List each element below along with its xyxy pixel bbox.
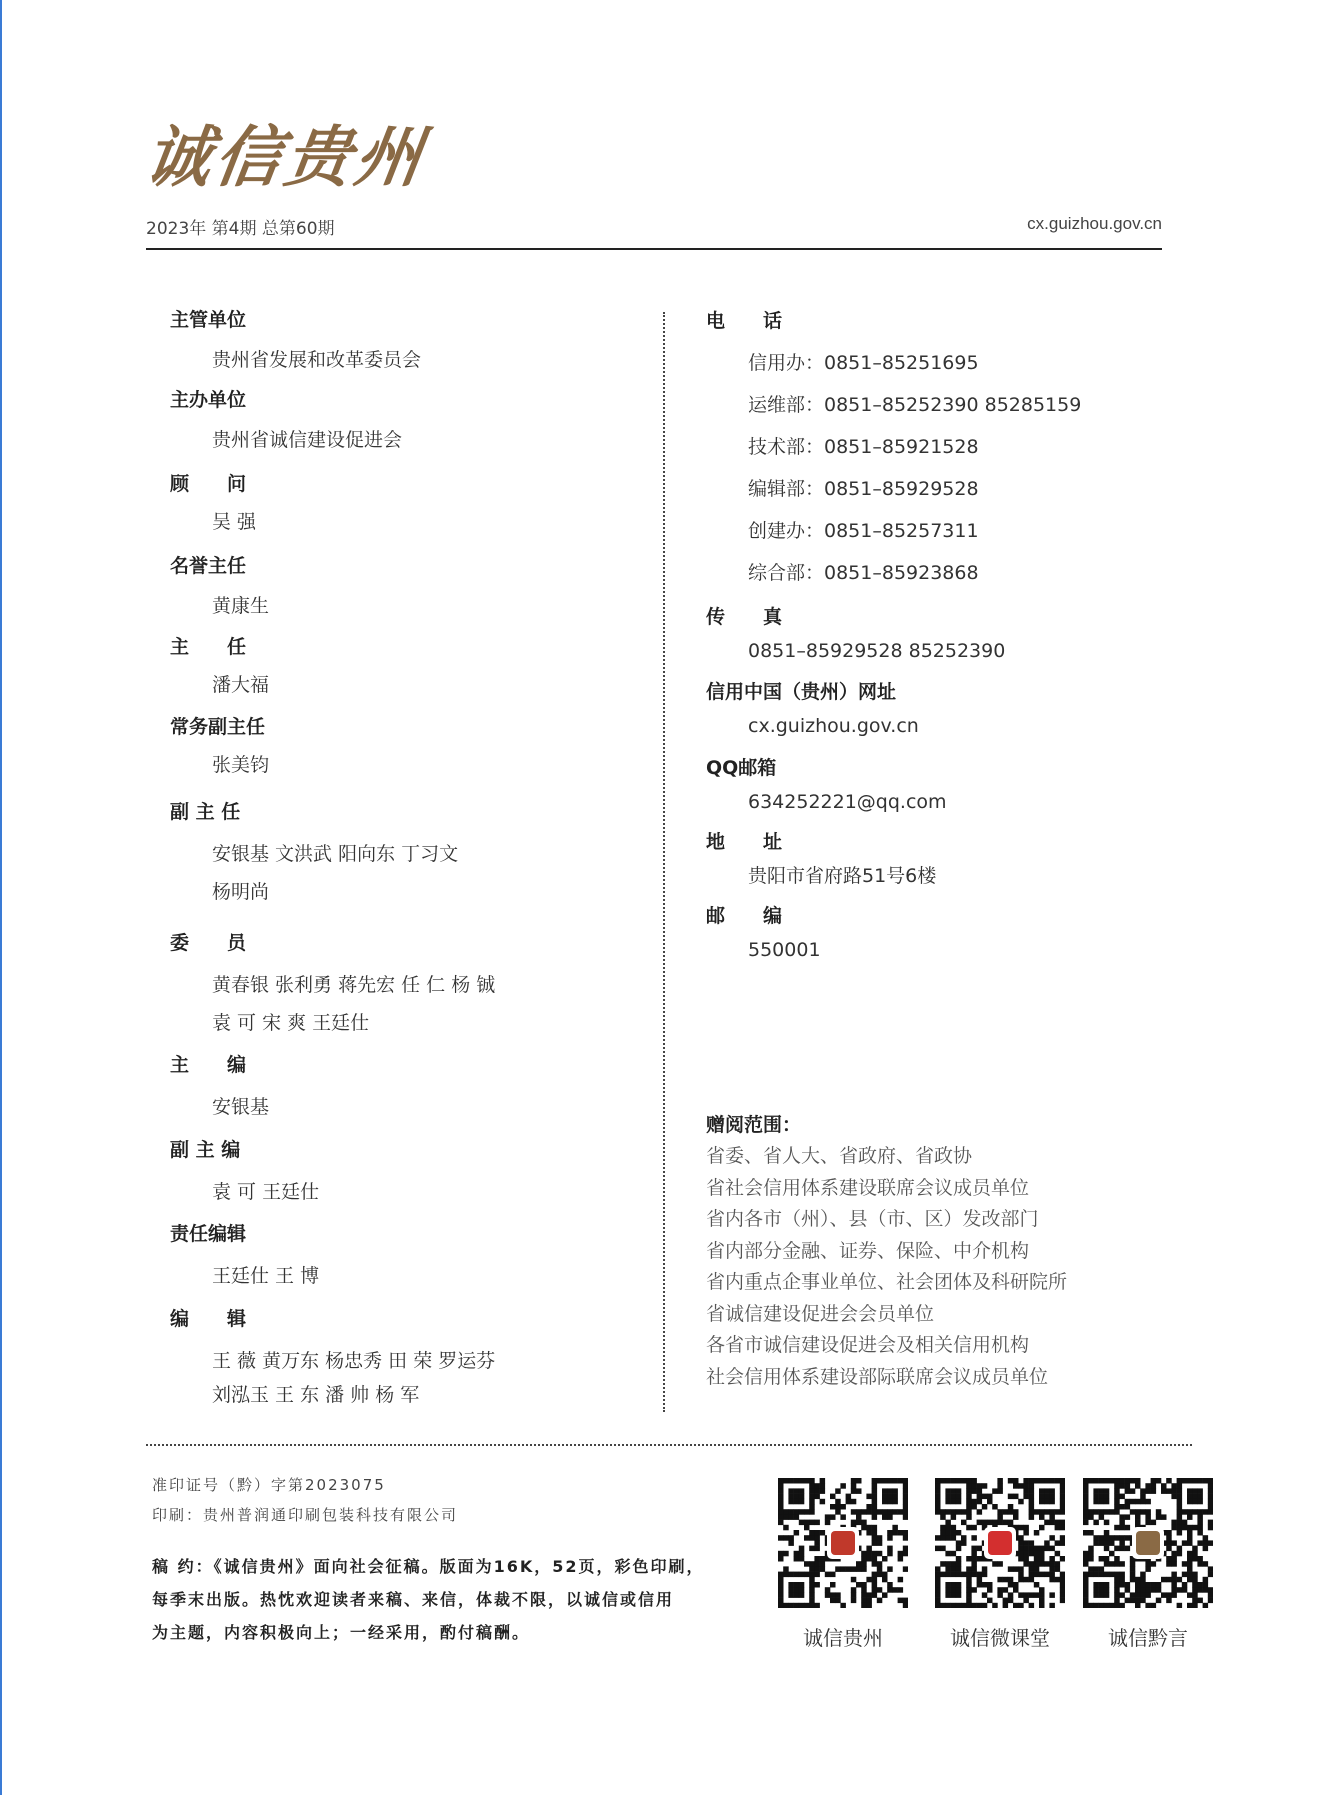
print-permit: 准印证号（黔）字第2023075	[152, 1476, 386, 1494]
qr-caption: 诚信微课堂	[950, 1626, 1050, 1650]
column-divider	[663, 312, 665, 1412]
distribution-item: 各省市诚信建设促进会及相关信用机构	[706, 1334, 1030, 1356]
qr-weiketang[interactable]	[935, 1478, 1065, 1651]
issue-info: 2023年 第4期 总第60期	[146, 219, 335, 239]
section-label: 编 辑	[170, 1308, 247, 1330]
distribution-list	[706, 1110, 1166, 1393]
section-label: 常务副主任	[170, 716, 266, 738]
section-value: 吴 强	[212, 511, 257, 533]
phone-line: 综合部：0851–85923868	[748, 562, 979, 584]
section-chief-editor	[170, 1052, 269, 1120]
section-label: 责任编辑	[170, 1223, 247, 1245]
section-sponsor	[170, 387, 402, 453]
section-value: 袁 可 王廷仕	[212, 1181, 320, 1203]
qr-qianyan[interactable]	[1083, 1478, 1213, 1651]
section-director	[170, 634, 269, 698]
section-label: 委 员	[170, 932, 247, 954]
section-label: 传 真	[706, 606, 783, 628]
phone-line: 编辑部：0851–85929528	[748, 478, 979, 500]
notice-line: 稿 约：《诚信贵州》面向社会征稿。版面为16K，52页，彩色印刷，	[152, 1557, 705, 1576]
section-label: 顾 问	[170, 473, 247, 495]
section-qq-email	[706, 755, 947, 815]
section-members	[170, 930, 495, 1036]
section-value: 王廷仕 王 博	[212, 1265, 320, 1287]
footer-info	[152, 1470, 752, 1649]
section-value: 潘大福	[212, 674, 270, 696]
qr-caption: 诚信贵州	[803, 1626, 883, 1650]
magazine-logo: 诚信贵州	[139, 118, 431, 196]
section-value: 袁 可 宋 爽 王廷仕	[212, 1012, 370, 1034]
section-value: 刘泓玉 王 东 潘 帅 杨 军	[212, 1384, 420, 1406]
section-advisor	[170, 471, 256, 535]
section-value: 安银基	[212, 1096, 270, 1118]
distribution-item: 省诚信建设促进会会员单位	[706, 1302, 935, 1325]
notice-line: 为主题，内容积极向上；一经采用，酌付稿酬。	[152, 1623, 531, 1642]
section-value: 634252221@qq.com	[748, 791, 947, 813]
qr-code-icon	[778, 1478, 908, 1608]
section-website	[706, 679, 919, 739]
section-value: 贵州省诚信建设促进会	[212, 429, 403, 451]
section-label: 主 编	[170, 1054, 247, 1076]
section-phone	[706, 308, 1081, 586]
section-executive-deputy	[170, 714, 269, 778]
section-label: 电 话	[706, 310, 783, 332]
distribution-item: 省委、省人大、省政府、省政协	[706, 1145, 973, 1167]
phone-line: 信用办：0851–85251695	[748, 352, 979, 374]
section-value: 杨明尚	[212, 881, 270, 903]
section-label: 主 任	[170, 636, 247, 658]
section-honorary-director	[170, 553, 269, 619]
section-label: 主管单位	[170, 309, 247, 331]
section-editors	[170, 1306, 495, 1408]
notice-line: 每季末出版。热忱欢迎读者来稿、来信，体裁不限，以诚信或信用	[152, 1590, 675, 1609]
section-value: 550001	[748, 939, 821, 961]
section-deputy-director	[170, 799, 458, 905]
distribution-item: 省社会信用体系建设联席会议成员单位	[706, 1176, 1030, 1199]
section-responsible-editor	[170, 1221, 319, 1289]
distribution-item: 省内重点企事业单位、社会团体及科研院所	[706, 1271, 1068, 1293]
section-value: 黄康生	[212, 595, 270, 617]
section-postcode	[706, 903, 821, 963]
qr-chengxin-guizhou[interactable]	[778, 1478, 908, 1651]
distribution-item: 社会信用体系建设部际联席会议成员单位	[706, 1365, 1049, 1388]
section-value: 0851–85929528 85252390	[748, 640, 1006, 662]
section-label: 名誉主任	[170, 555, 247, 577]
distribution-title: 赠阅范围：	[706, 1114, 802, 1136]
header-rule	[146, 248, 1162, 250]
page-edge-line	[0, 0, 2, 1795]
phone-line: 运维部：0851–85252390 85285159	[748, 394, 1082, 416]
section-value: cx.guizhou.gov.cn	[748, 715, 919, 737]
section-value: 王 薇 黄万东 杨忠秀 田 荣 罗运芬	[212, 1350, 496, 1372]
section-label: 信用中国（贵州）网址	[706, 681, 897, 703]
phone-line: 技术部：0851–85921528	[748, 436, 979, 458]
section-fax	[706, 604, 1005, 664]
section-value: 贵阳市省府路51号6楼	[748, 865, 937, 887]
printer-name: 印刷：贵州普润通印刷包装科技有限公司	[152, 1506, 459, 1524]
distribution-item: 省内各市（州）、县（市、区）发改部门	[706, 1208, 1039, 1230]
section-label: 地 址	[706, 831, 783, 853]
phone-line: 创建办：0851–85257311	[748, 520, 979, 542]
section-supervisor	[170, 307, 421, 373]
header-website: cx.guizhou.gov.cn	[1027, 214, 1162, 233]
section-deputy-editor	[170, 1137, 319, 1205]
qr-code-icon	[935, 1478, 1065, 1608]
section-label: 副 主 任	[170, 801, 241, 823]
footer-divider	[146, 1444, 1192, 1446]
qr-caption: 诚信黔言	[1108, 1626, 1188, 1650]
section-label: QQ邮箱	[706, 757, 777, 779]
submission-notice	[152, 1550, 752, 1649]
distribution-item: 省内部分金融、证券、保险、中介机构	[706, 1239, 1030, 1262]
section-label: 主办单位	[170, 389, 247, 411]
section-label: 副 主 编	[170, 1139, 241, 1161]
section-value: 黄春银 张利勇 蒋先宏 任 仁 杨 铖	[212, 974, 496, 996]
section-value: 张美钧	[212, 754, 270, 776]
qr-code-icon	[1083, 1478, 1213, 1608]
section-value: 安银基 文洪武 阳向东 丁习文	[212, 843, 459, 865]
section-label: 邮 编	[706, 905, 783, 927]
section-value: 贵州省发展和改革委员会	[212, 349, 422, 371]
section-address	[706, 829, 936, 889]
